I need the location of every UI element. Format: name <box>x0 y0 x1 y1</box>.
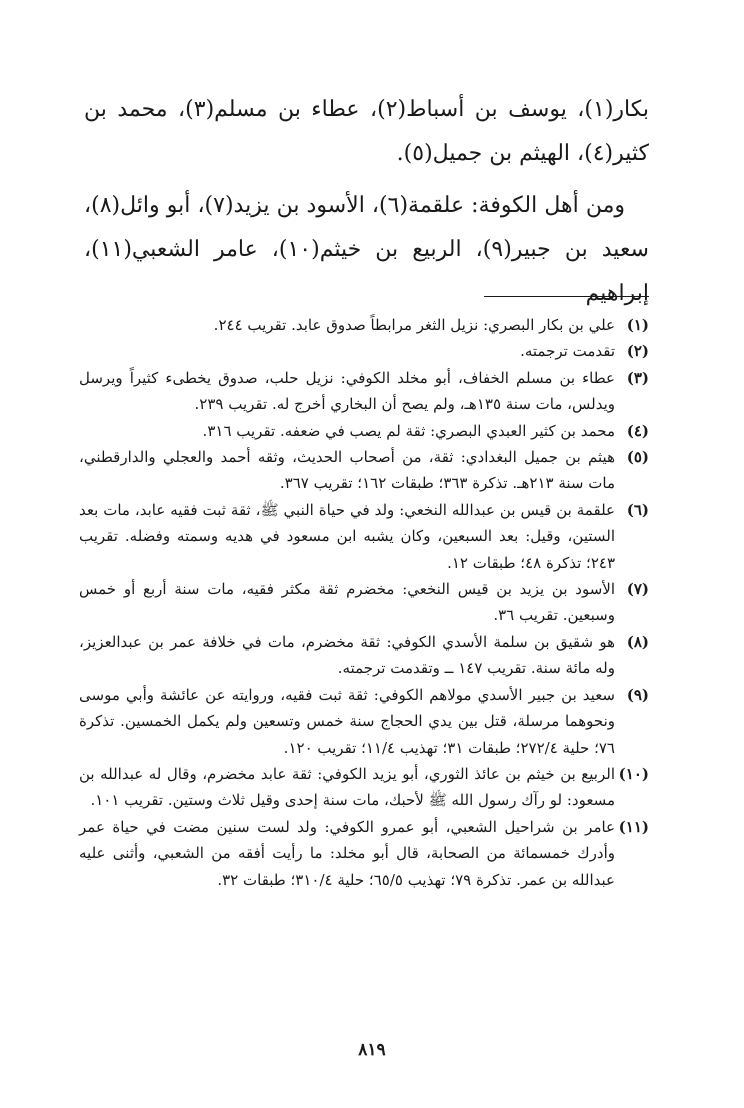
footnote-text: تقدمت ترجمته. <box>520 342 615 361</box>
footnote-5 <box>79 444 649 497</box>
footnote-10 <box>79 761 649 814</box>
footnote-2 <box>79 338 649 364</box>
footnote-text: عطاء بن مسلم الخفاف، أبو مخلد الكوفي: نزيل حلب، صدوق يخطىء كثيراً ويرسل ويدلس، مات سنة ١٣٥هـ، ولم يصح أن البخاري أخرج له. تقريب ٢٣٩. <box>79 368 615 414</box>
footnote-4 <box>79 418 649 444</box>
footnote-text: هيثم بن جميل البغدادي: ثقة، من أصحاب الحديث، وثقه أحمد والعجلي والدارقطني، مات سنة ٢١٣هـ. تذكرة ٣٦٣؛ طبقات ١٦٢؛ تقريب ٣٦٧. <box>79 448 615 493</box>
footnote-number: (١٠) <box>618 764 649 783</box>
main-paragraph-2: ومن أهل الكوفة: علقمة(٦)، الأسود بن يزيد(٧)، أبو وائل(٨)، سعيد بن جبير(٩)، الربيع بن خيثم(١٠)، عامر الشعبي(١١)، إبراهيم <box>84 193 649 306</box>
main-paragraph-1: بكار(١)، يوسف بن أسباط(٢)، عطاء بن مسلم(٣)، محمد بن كثير(٤)، الهيثم بن جميل(٥). <box>84 97 649 166</box>
footnote-9 <box>79 682 649 761</box>
page-number: ٨١٩ <box>358 1040 386 1060</box>
footnote-number: (٩) <box>626 685 649 704</box>
footnote-number: (٥) <box>626 448 649 467</box>
footnote-number: (٤) <box>626 421 649 440</box>
footnote-7 <box>79 576 649 629</box>
footnote-text: سعيد بن جبير الأسدي مولاهم الكوفي: ثقة ثبت فقيه، وروايته عن عائشة وأبي موسى ونحوهما مرسلة، قتل بين يدي الحجاج سنة خمس وتسعين ولم يكمل الخمسين. تذكرة ٧٦؛ حلية ٢٧٢/٤؛ طبقات ٣١؛ تهذيب ١١/٤؛ تقريب ١٢٠. <box>79 685 615 757</box>
footnote-number: (١١) <box>618 817 649 836</box>
footnote-3 <box>79 365 649 418</box>
footnote-number: (٨) <box>626 632 649 651</box>
footnote-number: (١) <box>626 316 649 334</box>
footnote-number: (٧) <box>626 580 649 599</box>
footnote-8 <box>79 629 649 682</box>
footnote-number: (٣) <box>626 368 649 387</box>
footnote-number: (٦) <box>626 500 649 519</box>
footnote-11 <box>79 814 649 893</box>
main-text <box>84 88 649 324</box>
footnote-text: علقمة بن قيس بن عبدالله النخعي: ولد في حياة النبي ﷺ، ثقة ثبت فقيه عابد، مات بعد الستين، وقيل: بعد السبعين، وكان يشبه ابن مسعود في هديه وسمته وفضله. تقريب ٢٤٣؛ تذكرة ٤٨؛ طبقات ١٢. <box>79 500 615 572</box>
footnote-number: (٢) <box>626 342 649 361</box>
footnote-text: الأسود بن يزيد بن قيس النخعي: مخضرم ثقة مكثر فقيه، مات سنة أربع أو خمس وسبعين. تقريب ٣٦. <box>79 580 615 625</box>
footnotes <box>79 312 649 893</box>
footnote-text: هو شقيق بن سلمة الأسدي الكوفي: ثقة مخضرم، مات في خلافة عمر بن عبدالعزيز، وله مائة سنة. تقريب ١٤٧ ــ وتقدمت ترجمته. <box>79 632 615 678</box>
footnote-6 <box>79 497 649 576</box>
footnote-separator <box>484 296 649 297</box>
footnote-text: الربيع بن خيثم بن عائذ الثوري، أبو يزيد الكوفي: ثقة عابد مخضرم، وقال له عبدالله بن مسعود: لو رآك رسول الله ﷺ لأحبك، مات سنة إحدى وقيل ثلاث وستين. تقريب ١٠١. <box>79 764 615 810</box>
footnote-text: علي بن بكار البصري: نزيل الثغر مرابطاً صدوق عابد. تقريب ٢٤٤. <box>213 316 615 334</box>
footnote-text: محمد بن كثير العبدي البصري: ثقة لم يصب في ضعفه. تقريب ٣١٦. <box>202 421 615 440</box>
footnote-text: عامر بن شراحيل الشعبي، أبو عمرو الكوفي: ولد لست سنين مضت في حياة عمر وأدرك خمسمائة من الصحابة، قال أبو مخلد: ما رأيت أفقه من الشعبي، وأثنى عليه عبدالله بن عمر. تذكرة ٧٩؛ تهذيب ٦٥/٥؛ حلية ٣١٠/٤؛ طبقات ٣٢. <box>79 817 615 889</box>
footnote-1 <box>79 312 649 338</box>
